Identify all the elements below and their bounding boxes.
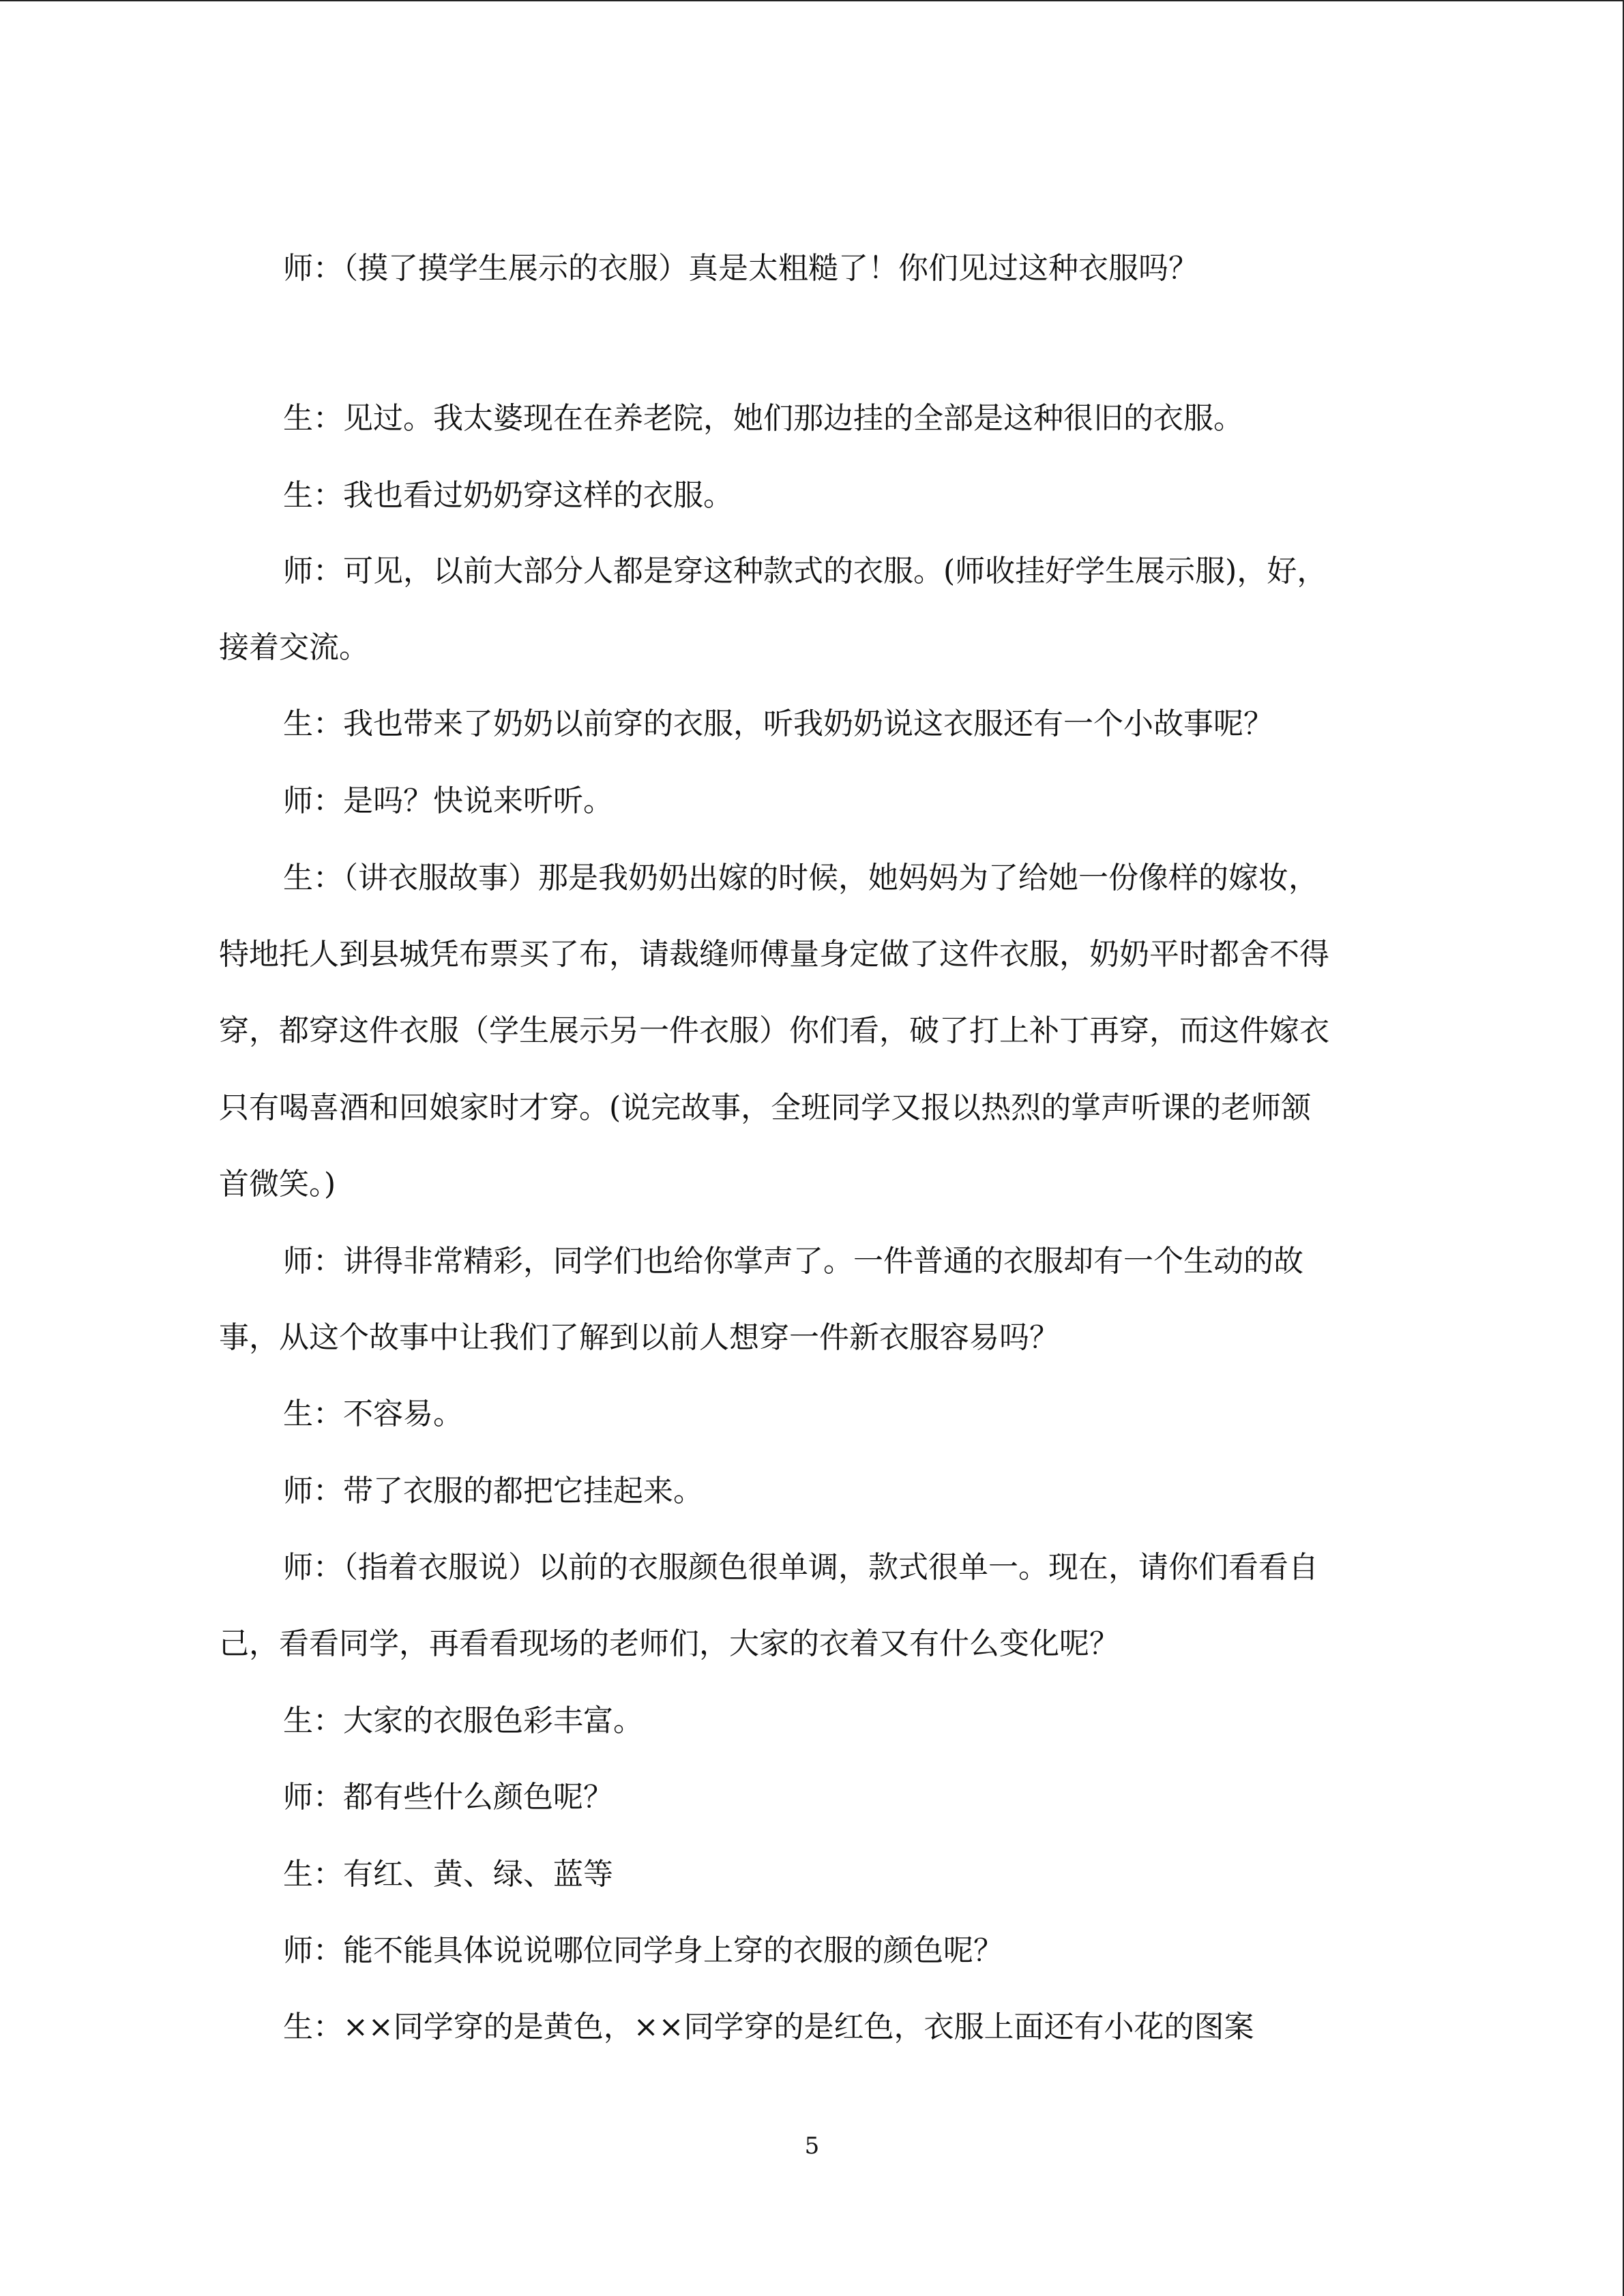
paragraph-line: 穿，都穿这件衣服（学生展示另一件衣服）你们看，破了打上补丁再穿，而这件嫁衣: [219, 1013, 1329, 1048]
paragraph-line: 生：见过。我太婆现在在养老院，她们那边挂的全部是这种很旧的衣服。: [283, 401, 1243, 436]
paragraph-line: 师：（摸了摸学生展示的衣服）真是太粗糙了！你们见过这种衣服吗？: [283, 251, 1198, 286]
paragraph-line: 特地托人到县城凭布票买了布，请裁缝师傅量身定做了这件衣服，奶奶平时都舍不得: [219, 937, 1329, 972]
paragraph-line: 生：××同学穿的是黄色，××同学穿的是红色，衣服上面还有小花的图案: [283, 2010, 1254, 2044]
paragraph-line: 师：带了衣服的都把它挂起来。: [283, 1474, 703, 1508]
paragraph-line: 师：（指着衣服说）以前的衣服颜色很单调，款式很单一。现在，请你们看看自: [283, 1550, 1318, 1585]
paragraph-line: 生：大家的衣服色彩丰富。: [283, 1703, 643, 1738]
paragraph-line: 首微笑。): [219, 1167, 336, 1202]
page-number: 5: [804, 2132, 820, 2160]
paragraph-line: 生：我也看过奶奶穿这样的衣服。: [283, 478, 733, 513]
paragraph-line: 接着交流。: [219, 630, 369, 665]
paragraph-line: 师：是吗？快说来听听。: [283, 784, 613, 818]
paragraph-line: 事，从这个故事中让我们了解到以前人想穿一件新衣服容易吗？: [219, 1320, 1059, 1355]
paragraph-line: 师：都有些什么颜色呢？: [283, 1780, 613, 1815]
paragraph-line: 生：我也带来了奶奶以前穿的衣服，听我奶奶说这衣服还有一个小故事呢？: [283, 706, 1273, 741]
paragraph-line: 师：讲得非常精彩，同学们也给你掌声了。一件普通的衣服却有一个生动的故: [283, 1244, 1303, 1279]
page-top-border: [0, 0, 1624, 1]
paragraph-line: 生：（讲衣服故事）那是我奶奶出嫁的时候，她妈妈为了给她一份像样的嫁妆，: [283, 861, 1318, 895]
paragraph-line: 只有喝喜酒和回娘家时才穿。(说完故事，全班同学又报以热烈的掌声听课的老师颔: [219, 1090, 1312, 1125]
paragraph-line: 生：有红、黄、绿、蓝等: [283, 1857, 613, 1892]
paragraph-line: 己，看看同学，再看看现场的老师们，大家的衣着又有什么变化呢？: [219, 1626, 1119, 1661]
paragraph-line: 生：不容易。: [283, 1397, 463, 1431]
paragraph-line: 师：可见，以前大部分人都是穿这种款式的衣服。(师收挂好学生展示服)，好，: [283, 554, 1327, 588]
paragraph-line: 师：能不能具体说说哪位同学身上穿的衣服的颜色呢？: [283, 1933, 1003, 1968]
